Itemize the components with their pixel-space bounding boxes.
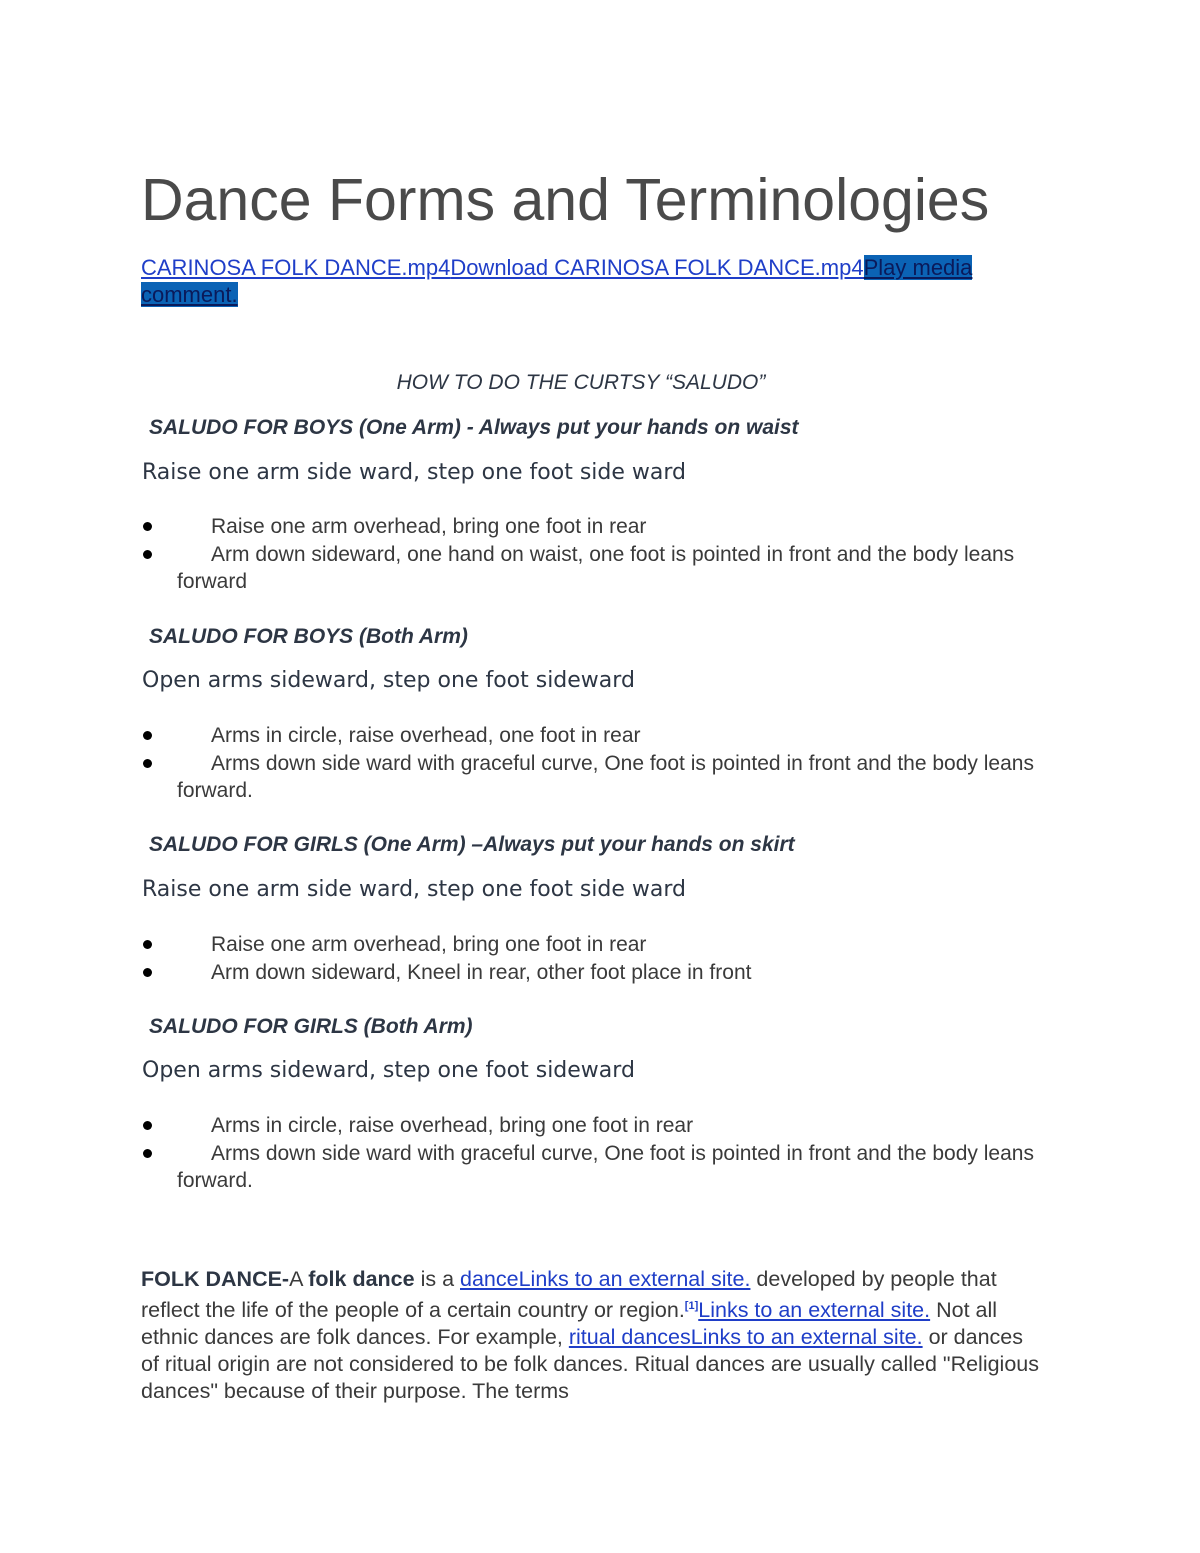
saludo-girls-one-arm-instruction: Raise one arm side ward, step one foot side ward	[142, 877, 686, 902]
bullet-icon	[143, 940, 152, 949]
saludo-boys-one-arm-instruction: Raise one arm side ward, step one foot side ward	[142, 460, 686, 485]
list-item: Arm down sideward, Kneel in rear, other foot place in front	[141, 959, 1051, 987]
dance-external-link[interactable]: danceLinks to an external site.	[460, 1267, 751, 1291]
bullet-icon	[143, 731, 152, 740]
media-download-link[interactable]: Download CARINOSA FOLK DANCE.mp4	[450, 255, 864, 280]
media-links	[141, 254, 1041, 308]
saludo-girls-both-arm-instruction: Open arms sideward, step one foot sideward	[142, 1058, 635, 1083]
bullet-icon	[143, 759, 152, 768]
folk-dance-paragraph: FOLK DANCE-A folk dance is a danceLinks to an external site. developed by people that reflect the life of the people of a certain country or region.[1]Links to an external site. Not all ethnic dances are folk dances. For example, ritual dancesLinks to an external site. or dances of ritual origin are not considered to be folk dances. Ritual dances are usually called "Religious dances" because of their purpose. The terms	[141, 1267, 1040, 1404]
saludo-boys-both-arm-instruction: Open arms sideward, step one foot sideward	[142, 668, 635, 693]
ritual-dances-external-link[interactable]: ritual dancesLinks to an external site.	[568, 1325, 923, 1350]
section-title: HOW TO DO THE CURTSY “SALUDO”	[396, 371, 766, 394]
folk-dance-bold: folk dance	[308, 1267, 415, 1291]
folk-dance-term: FOLK DANCE-	[141, 1267, 290, 1291]
footnote-external-link[interactable]: Links to an external site.	[698, 1298, 931, 1323]
bullet-icon	[143, 550, 152, 559]
saludo-boys-both-arm-heading: SALUDO FOR BOYS (Both Arm)	[149, 625, 468, 648]
saludo-girls-one-arm-heading: SALUDO FOR GIRLS (One Arm) –Always put your hands on skirt	[149, 833, 795, 856]
list-item: Arms in circle, raise overhead, bring one foot in rear	[141, 1112, 1051, 1140]
bullet-icon	[143, 522, 152, 531]
footnote-ref[interactable]: [1]	[684, 1300, 699, 1312]
comment-label: comment.	[141, 282, 238, 307]
bullet-icon	[143, 1121, 152, 1130]
list-item: Raise one arm overhead, bring one foot in rear	[141, 513, 1051, 541]
list-item: Arms down side ward with graceful curve, One foot is pointed in front and the body leans forward.	[141, 1140, 1051, 1195]
saludo-girls-both-arm-steps	[141, 1112, 1051, 1195]
list-item: Arms down side ward with graceful curve, One foot is pointed in front and the body leans forward.	[141, 750, 1051, 805]
media-file-link[interactable]: CARINOSA FOLK DANCE.mp4	[141, 255, 451, 280]
bullet-icon	[143, 968, 152, 977]
play-media-label: Play media	[863, 255, 973, 280]
list-item: Arm down sideward, one hand on waist, one foot is pointed in front and the body leans forward	[141, 541, 1051, 596]
saludo-boys-both-arm-steps	[141, 722, 1051, 805]
saludo-girls-both-arm-heading: SALUDO FOR GIRLS (Both Arm)	[149, 1015, 473, 1038]
list-item: Raise one arm overhead, bring one foot in rear	[141, 931, 1051, 959]
saludo-boys-one-arm-steps	[141, 513, 1051, 596]
bullet-icon	[143, 1149, 152, 1158]
list-item: Arms in circle, raise overhead, one foot in rear	[141, 722, 1051, 750]
saludo-boys-one-arm-heading: SALUDO FOR BOYS (One Arm) - Always put your hands on waist	[149, 416, 799, 439]
page-title: Dance Forms and Terminologies	[141, 167, 990, 233]
saludo-girls-one-arm-steps	[141, 931, 1051, 986]
